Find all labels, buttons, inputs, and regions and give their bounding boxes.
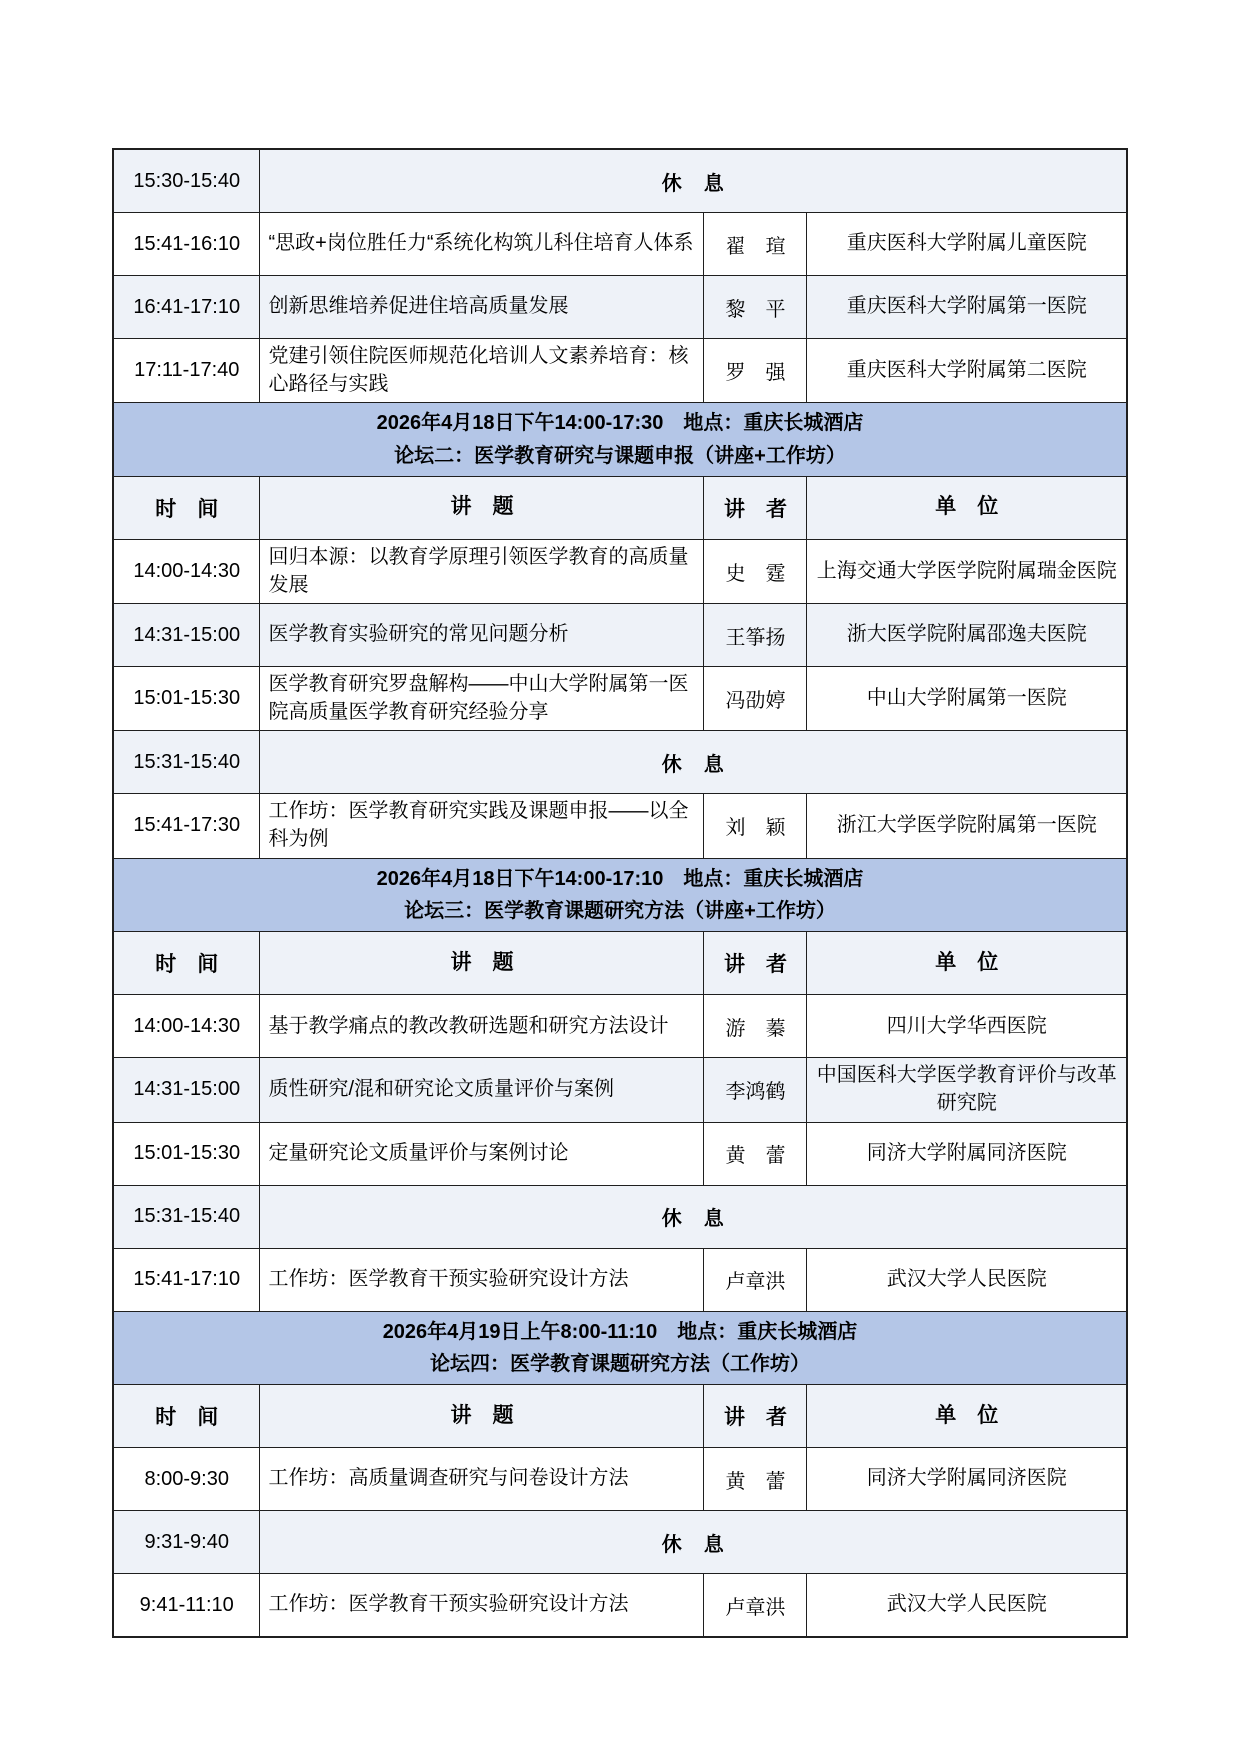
session-time: 14:31-15:00 xyxy=(113,1058,260,1122)
session-topic: 质性研究/混和研究论文质量评价与案例 xyxy=(260,1058,704,1122)
session-unit: 上海交通大学医学院附属瑞金医院 xyxy=(807,539,1127,603)
column-header-unit: 单 位 xyxy=(807,1385,1127,1448)
band-title-line: 论坛二：医学教育研究与课题申报（讲座+工作坊） xyxy=(394,444,846,467)
session-unit: 武汉大学人民医院 xyxy=(807,1574,1127,1638)
break-row xyxy=(113,1511,1127,1574)
session-time: 15:41-17:10 xyxy=(113,1248,260,1311)
column-header-row xyxy=(113,932,1127,995)
forum-band xyxy=(113,403,1127,477)
column-header-time: 时 间 xyxy=(113,932,260,995)
column-header-unit: 单 位 xyxy=(807,476,1127,539)
session-topic: 医学教育实验研究的常见问题分析 xyxy=(260,604,704,667)
session-topic: “思政+岗位胜任力“系统化构筑儿科住培育人体系 xyxy=(260,213,704,276)
session-speaker: 李鸿鹤 xyxy=(704,1058,807,1122)
session-row xyxy=(113,1058,1127,1122)
break-label: 休 息 xyxy=(260,1511,1127,1574)
session-unit: 四川大学华西医院 xyxy=(807,995,1127,1058)
session-topic: 回归本源：以教育学原理引领医学教育的高质量发展 xyxy=(260,539,704,603)
session-speaker: 翟 瑄 xyxy=(704,213,807,276)
band-title-line: 论坛四：医学教育课题研究方法（工作坊） xyxy=(429,1352,810,1375)
session-time: 14:00-14:30 xyxy=(113,995,260,1058)
session-speaker: 黄 蕾 xyxy=(704,1122,807,1185)
column-header-topic: 讲 题 xyxy=(260,932,704,995)
session-row xyxy=(113,213,1127,276)
column-header-row xyxy=(113,476,1127,539)
forum-band xyxy=(113,858,1127,932)
session-row xyxy=(113,1122,1127,1185)
session-row xyxy=(113,995,1127,1058)
session-unit: 重庆医科大学附属第一医院 xyxy=(807,276,1127,339)
session-topic: 工作坊：医学教育干预实验研究设计方法 xyxy=(260,1574,704,1638)
schedule-table-body xyxy=(113,149,1127,1637)
session-time: 16:41-17:10 xyxy=(113,276,260,339)
break-label: 休 息 xyxy=(260,149,1127,213)
session-time: 9:41-11:10 xyxy=(113,1574,260,1638)
column-header-time: 时 间 xyxy=(113,476,260,539)
band-title-line: 论坛三：医学教育课题研究方法（讲座+工作坊） xyxy=(404,899,836,922)
column-header-time: 时 间 xyxy=(113,1385,260,1448)
forum-band xyxy=(113,1311,1127,1385)
session-time: 15:01-15:30 xyxy=(113,667,260,731)
break-time: 15:30-15:40 xyxy=(113,149,260,213)
schedule-table xyxy=(112,148,1128,1638)
session-speaker: 王筝扬 xyxy=(704,604,807,667)
session-unit: 中国医科大学医学教育评价与改革研究院 xyxy=(807,1058,1127,1122)
session-time: 15:01-15:30 xyxy=(113,1122,260,1185)
session-speaker: 冯劭婷 xyxy=(704,667,807,731)
break-label: 休 息 xyxy=(260,1185,1127,1248)
session-time: 15:41-16:10 xyxy=(113,213,260,276)
session-row xyxy=(113,276,1127,339)
session-unit: 中山大学附属第一医院 xyxy=(807,667,1127,731)
band-datetime-line: 2026年4月19日上午8:00-11:10 地点：重庆长城酒店 xyxy=(382,1320,858,1343)
forum-band-row xyxy=(113,858,1127,932)
column-header-topic: 讲 题 xyxy=(260,476,704,539)
session-topic: 医学教育研究罗盘解构——中山大学附属第一医院高质量医学教育研究经验分享 xyxy=(260,667,704,731)
session-time: 8:00-9:30 xyxy=(113,1448,260,1511)
session-speaker: 史 霆 xyxy=(704,539,807,603)
session-row xyxy=(113,1574,1127,1638)
session-topic: 基于教学痛点的教改教研选题和研究方法设计 xyxy=(260,995,704,1058)
session-speaker: 卢章洪 xyxy=(704,1574,807,1638)
session-topic: 创新思维培养促进住培高质量发展 xyxy=(260,276,704,339)
column-header-row xyxy=(113,1385,1127,1448)
session-row xyxy=(113,1448,1127,1511)
column-header-speaker: 讲 者 xyxy=(704,1385,807,1448)
session-speaker: 罗 强 xyxy=(704,339,807,403)
session-topic: 工作坊：医学教育干预实验研究设计方法 xyxy=(260,1248,704,1311)
session-speaker: 黄 蕾 xyxy=(704,1448,807,1511)
session-time: 17:11-17:40 xyxy=(113,339,260,403)
session-row xyxy=(113,339,1127,403)
session-unit: 重庆医科大学附属儿童医院 xyxy=(807,213,1127,276)
forum-band-row xyxy=(113,1311,1127,1385)
session-speaker: 卢章洪 xyxy=(704,1248,807,1311)
session-row xyxy=(113,539,1127,603)
band-datetime-line: 2026年4月18日下午14:00-17:10 地点：重庆长城酒店 xyxy=(376,867,864,890)
break-row xyxy=(113,1185,1127,1248)
break-time: 9:31-9:40 xyxy=(113,1511,260,1574)
session-row xyxy=(113,604,1127,667)
column-header-speaker: 讲 者 xyxy=(704,476,807,539)
break-time: 15:31-15:40 xyxy=(113,731,260,794)
break-row xyxy=(113,731,1127,794)
session-unit: 浙江大学医学院附属第一医院 xyxy=(807,794,1127,858)
session-speaker: 游 蓁 xyxy=(704,995,807,1058)
column-header-unit: 单 位 xyxy=(807,932,1127,995)
session-topic: 工作坊：医学教育研究实践及课题申报——以全科为例 xyxy=(260,794,704,858)
forum-band-row xyxy=(113,403,1127,477)
break-row xyxy=(113,149,1127,213)
session-speaker: 刘 颖 xyxy=(704,794,807,858)
session-topic: 党建引领住院医师规范化培训人文素养培育：核心路径与实践 xyxy=(260,339,704,403)
session-row xyxy=(113,667,1127,731)
column-header-speaker: 讲 者 xyxy=(704,932,807,995)
column-header-topic: 讲 题 xyxy=(260,1385,704,1448)
session-topic: 工作坊：高质量调查研究与问卷设计方法 xyxy=(260,1448,704,1511)
session-time: 14:31-15:00 xyxy=(113,604,260,667)
band-datetime-line: 2026年4月18日下午14:00-17:30 地点：重庆长城酒店 xyxy=(376,412,864,435)
session-topic: 定量研究论文质量评价与案例讨论 xyxy=(260,1122,704,1185)
session-unit: 武汉大学人民医院 xyxy=(807,1248,1127,1311)
break-label: 休 息 xyxy=(260,731,1127,794)
session-unit: 重庆医科大学附属第二医院 xyxy=(807,339,1127,403)
session-unit: 同济大学附属同济医院 xyxy=(807,1448,1127,1511)
session-time: 15:41-17:30 xyxy=(113,794,260,858)
session-unit: 浙大医学院附属邵逸夫医院 xyxy=(807,604,1127,667)
break-time: 15:31-15:40 xyxy=(113,1185,260,1248)
session-speaker: 黎 平 xyxy=(704,276,807,339)
session-unit: 同济大学附属同济医院 xyxy=(807,1122,1127,1185)
session-time: 14:00-14:30 xyxy=(113,539,260,603)
session-row xyxy=(113,794,1127,858)
session-row xyxy=(113,1248,1127,1311)
